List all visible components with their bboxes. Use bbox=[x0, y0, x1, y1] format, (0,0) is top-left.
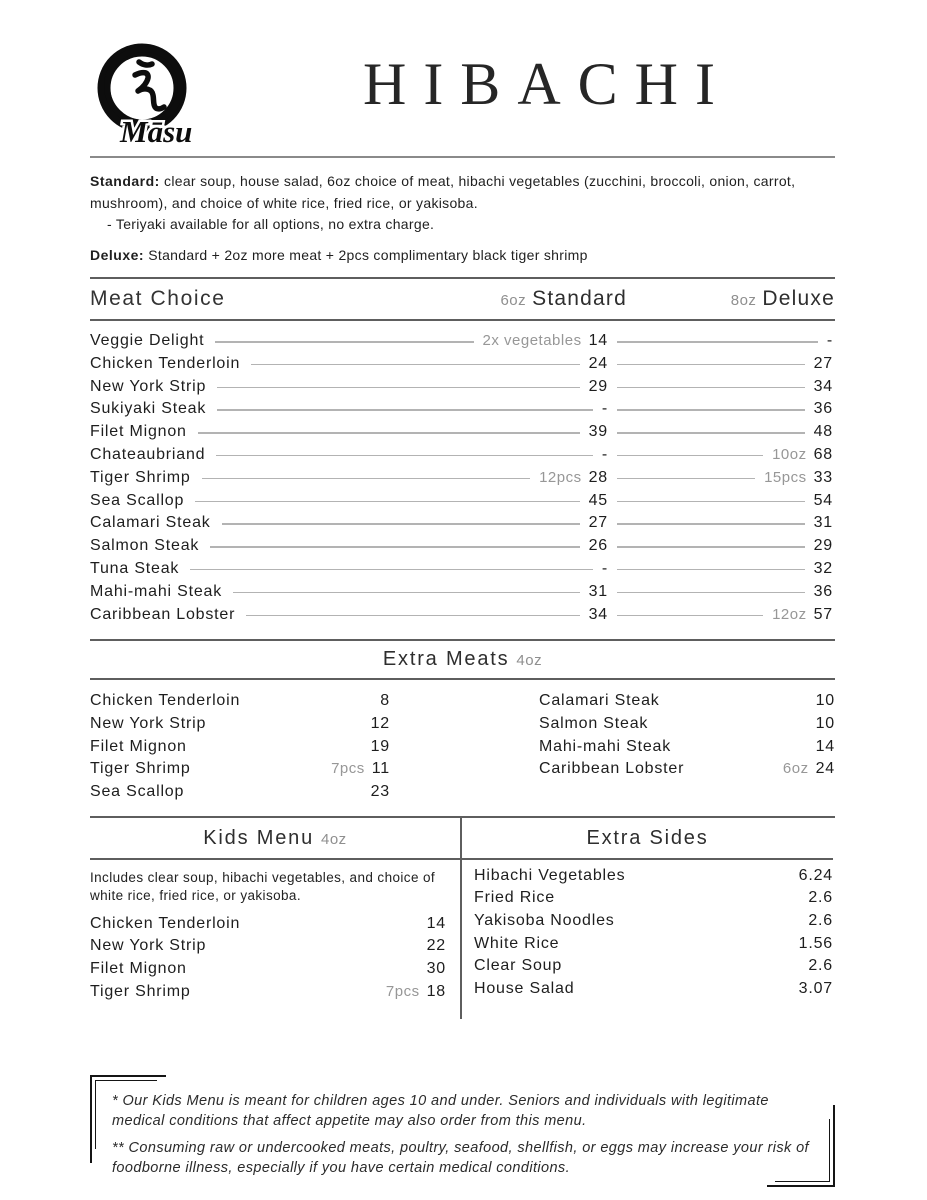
price-value: 3.07 bbox=[798, 979, 833, 997]
standard-price bbox=[580, 581, 617, 604]
item-name: Hibachi Vegetables bbox=[474, 866, 626, 884]
price-value: 30 bbox=[426, 959, 446, 977]
standard-price bbox=[474, 330, 617, 353]
price bbox=[427, 935, 446, 958]
menu-row bbox=[90, 490, 835, 513]
list-item bbox=[474, 887, 833, 910]
list-item bbox=[474, 910, 833, 933]
price-value: 45 bbox=[588, 491, 608, 509]
footnote-text bbox=[90, 1071, 812, 1178]
menu-row bbox=[90, 604, 835, 627]
price bbox=[427, 958, 446, 981]
item-name: Filet Mignon bbox=[90, 421, 198, 444]
list-item bbox=[539, 713, 835, 736]
extra-sides-header bbox=[462, 818, 833, 860]
leader-line bbox=[90, 432, 833, 434]
item-name: Filet Mignon bbox=[90, 959, 187, 977]
kids-menu-footnote: * Our Kids Menu is meant for children ages 10 and under. Seniors and individuals with legitimate medical conditions that affect appetite may also order from this menu. bbox=[112, 1093, 769, 1129]
price bbox=[816, 690, 835, 713]
portion-note: 6oz bbox=[782, 760, 809, 778]
kids-menu-note: Includes clear soup, hibachi vegetables, and choice of white rice, fried rice, or yakisoba. bbox=[90, 869, 436, 904]
list-item bbox=[474, 933, 833, 956]
standard-text: clear soup, house salad, 6oz choice of meat, hibachi vegetables (zucchini, broccoli, onion, carrot, mushroom), and choice of white rice, fried rice, or yakisoba. bbox=[90, 173, 796, 211]
standard-column-header bbox=[500, 287, 627, 311]
price-value: 14 bbox=[588, 332, 608, 349]
masu-logo bbox=[90, 36, 216, 154]
item-name: Yakisoba Noodles bbox=[474, 911, 615, 929]
price-value: 34 bbox=[813, 377, 833, 395]
raw-food-warning: ** Consuming raw or undercooked meats, poultry, seafood, shellfish, or eggs may increase your risk of foodborne illness, especially if you have certain medical conditions. bbox=[112, 1140, 809, 1176]
price bbox=[816, 713, 835, 736]
standard-price bbox=[593, 398, 617, 421]
deluxe-price bbox=[805, 558, 835, 581]
item-name: Chicken Tenderloin bbox=[90, 914, 241, 932]
portion-size: 8oz bbox=[730, 292, 757, 309]
leader-line bbox=[90, 569, 833, 571]
deluxe-price bbox=[805, 581, 835, 604]
portion-note: 7pcs bbox=[331, 760, 365, 778]
price-value: 24 bbox=[588, 354, 608, 372]
item-name: Filet Mignon bbox=[90, 737, 187, 755]
price bbox=[427, 913, 446, 936]
menu-row bbox=[90, 581, 835, 604]
item-name: Sea Scallop bbox=[90, 783, 185, 801]
menu-header bbox=[90, 0, 835, 158]
deluxe-price bbox=[818, 330, 835, 353]
price-value: 14 bbox=[426, 914, 446, 932]
list-item bbox=[90, 935, 446, 958]
item-name: Mahi-mahi Steak bbox=[539, 737, 672, 755]
section-title: Extra Meats bbox=[382, 648, 510, 671]
portion-size: 4oz bbox=[321, 830, 347, 848]
price-value: 12 bbox=[370, 715, 390, 733]
item-name: Tuna Steak bbox=[90, 558, 190, 581]
standard-price bbox=[580, 421, 617, 444]
price-value: 28 bbox=[588, 468, 608, 486]
item-name: Chicken Tenderloin bbox=[90, 692, 241, 710]
item-name: Fried Rice bbox=[474, 889, 555, 907]
column-label: Deluxe bbox=[762, 287, 835, 310]
price-value: 31 bbox=[813, 514, 833, 532]
list-item bbox=[90, 781, 390, 804]
price bbox=[371, 736, 390, 759]
price-value: 68 bbox=[813, 445, 833, 463]
item-name: Salmon Steak bbox=[90, 535, 210, 558]
deluxe-price bbox=[763, 444, 835, 467]
deluxe-text: Standard + 2oz more meat + 2pcs complimentary black tiger shrimp bbox=[144, 246, 588, 263]
menu-row bbox=[90, 376, 835, 399]
price-value: 2.6 bbox=[808, 889, 833, 907]
item-name: Calamari Steak bbox=[539, 692, 660, 710]
price-value: 57 bbox=[813, 605, 833, 623]
calligraphy-glyph-icon bbox=[135, 62, 164, 109]
deluxe-description bbox=[90, 245, 835, 267]
standard-price bbox=[593, 444, 617, 467]
item-name: Veggie Delight bbox=[90, 330, 215, 353]
deluxe-price bbox=[805, 535, 835, 558]
price-value: 8 bbox=[380, 692, 390, 710]
list-item bbox=[90, 958, 446, 981]
extra-meats-right-column bbox=[539, 690, 835, 803]
standard-price bbox=[580, 604, 617, 627]
price bbox=[386, 981, 446, 1004]
item-name: Clear Soup bbox=[474, 957, 563, 975]
meat-choice-rows bbox=[90, 321, 835, 639]
price-value: 1.56 bbox=[798, 934, 833, 952]
list-item bbox=[90, 981, 446, 1004]
price-value: 48 bbox=[813, 423, 833, 441]
price bbox=[371, 713, 390, 736]
list-item bbox=[90, 690, 390, 713]
intro bbox=[90, 171, 835, 266]
item-name: Caribbean Lobster bbox=[90, 604, 246, 627]
price-value: 23 bbox=[370, 783, 390, 801]
price bbox=[816, 736, 835, 759]
portion-size: 6oz bbox=[500, 292, 527, 309]
price-value: 27 bbox=[588, 514, 608, 532]
price-value: 2.6 bbox=[808, 911, 833, 929]
extra-meats-left-column bbox=[90, 690, 390, 803]
brand-text: Māsu bbox=[120, 114, 193, 149]
menu-row bbox=[90, 512, 835, 535]
price-value: 34 bbox=[588, 605, 608, 623]
item-name: Chicken Tenderloin bbox=[90, 353, 251, 376]
price-value: 27 bbox=[813, 354, 833, 372]
item-name: New York Strip bbox=[90, 937, 207, 955]
deluxe-label: Deluxe: bbox=[90, 246, 145, 263]
price-value: 31 bbox=[588, 582, 608, 600]
deluxe-column-header bbox=[731, 287, 835, 311]
footnotes bbox=[90, 1071, 835, 1191]
teriyaki-note: - Teriyaki available for all options, no extra charge. bbox=[107, 216, 435, 232]
standard-price bbox=[593, 558, 617, 581]
price-value: 29 bbox=[813, 537, 833, 555]
price-value: 14 bbox=[815, 737, 835, 755]
section-title: Meat Choice bbox=[90, 287, 226, 310]
item-name: Caribbean Lobster bbox=[539, 760, 685, 778]
list-item bbox=[474, 955, 833, 978]
price-value: 10 bbox=[815, 715, 835, 733]
price-value: 32 bbox=[813, 559, 833, 577]
standard-price bbox=[580, 353, 617, 376]
price bbox=[331, 758, 390, 781]
list-item bbox=[474, 865, 833, 888]
item-name: New York Strip bbox=[90, 715, 207, 733]
price-value: 26 bbox=[588, 537, 608, 555]
portion-note: 10oz bbox=[772, 445, 807, 463]
item-name: Tiger Shrimp bbox=[90, 467, 202, 490]
price-value: 6.24 bbox=[798, 866, 833, 884]
price-value: - bbox=[601, 559, 608, 577]
list-item bbox=[474, 978, 833, 1001]
price-value: 36 bbox=[813, 400, 833, 418]
price bbox=[371, 781, 390, 804]
menu-row bbox=[90, 353, 835, 376]
extra-meats-section bbox=[90, 639, 835, 815]
section-title: Extra Sides bbox=[586, 826, 709, 849]
portion-note: 12pcs bbox=[539, 468, 582, 486]
corner-bracket-top-left-icon bbox=[95, 1080, 157, 1149]
list-item bbox=[539, 736, 835, 759]
standard-price bbox=[580, 535, 617, 558]
meat-choice-section bbox=[90, 277, 835, 639]
item-name: Calamari Steak bbox=[90, 512, 222, 535]
extra-meats-header bbox=[90, 639, 835, 680]
item-name: Tiger Shrimp bbox=[90, 760, 191, 778]
price-value: - bbox=[826, 332, 833, 349]
meat-choice-header bbox=[90, 277, 835, 321]
standard-price bbox=[580, 490, 617, 513]
list-item bbox=[90, 713, 390, 736]
price-value: 36 bbox=[813, 582, 833, 600]
standard-price bbox=[530, 467, 617, 490]
item-name: Salmon Steak bbox=[539, 715, 649, 733]
deluxe-price bbox=[763, 604, 835, 627]
item-name: Chateaubriand bbox=[90, 444, 216, 467]
kids-and-sides-section bbox=[90, 816, 835, 1019]
standard-price bbox=[580, 512, 617, 535]
list-item bbox=[90, 913, 446, 936]
standard-label: Standard: bbox=[90, 173, 160, 189]
deluxe-price bbox=[805, 398, 835, 421]
extra-sides-section bbox=[462, 818, 833, 1019]
menu-row bbox=[90, 558, 835, 581]
menu-row bbox=[90, 444, 835, 467]
price bbox=[380, 690, 390, 713]
item-name: Sukiyaki Steak bbox=[90, 398, 217, 421]
kids-menu-header bbox=[90, 818, 460, 860]
leader-line bbox=[90, 501, 833, 503]
price-value: 18 bbox=[426, 982, 446, 1000]
kids-menu-body bbox=[90, 860, 460, 1019]
deluxe-price bbox=[755, 467, 835, 490]
kids-menu-section bbox=[90, 818, 462, 1019]
list-item bbox=[90, 758, 390, 781]
item-name: House Salad bbox=[474, 979, 575, 997]
deluxe-price bbox=[805, 512, 835, 535]
standard-description bbox=[90, 171, 835, 214]
menu-row bbox=[90, 398, 835, 421]
menu-row bbox=[90, 535, 835, 558]
price-value: 2.6 bbox=[808, 957, 833, 975]
list-item bbox=[539, 758, 835, 781]
portion-size: 4oz bbox=[516, 652, 543, 670]
item-name: Mahi-mahi Steak bbox=[90, 581, 233, 604]
page-title: HIBACHI bbox=[363, 51, 732, 117]
price-value: 39 bbox=[588, 423, 608, 441]
list-item bbox=[90, 736, 390, 759]
extra-meats-list bbox=[90, 680, 835, 815]
price-value: 24 bbox=[815, 760, 835, 778]
menu-row bbox=[90, 421, 835, 444]
portion-note: 7pcs bbox=[385, 982, 420, 1000]
price-value: 22 bbox=[426, 937, 446, 955]
item-name: New York Strip bbox=[90, 376, 217, 399]
price-value: 29 bbox=[588, 377, 608, 395]
price-value: 11 bbox=[371, 760, 390, 778]
item-name: Sea Scallop bbox=[90, 490, 195, 513]
price-value: 33 bbox=[813, 468, 833, 486]
price-value: 54 bbox=[813, 491, 833, 509]
column-label: Standard bbox=[532, 287, 627, 310]
price bbox=[783, 758, 835, 781]
deluxe-price bbox=[805, 353, 835, 376]
standard-price bbox=[580, 376, 617, 399]
portion-note: 15pcs bbox=[764, 468, 807, 486]
menu-row bbox=[90, 467, 835, 490]
item-name: White Rice bbox=[474, 934, 560, 952]
deluxe-price bbox=[805, 376, 835, 399]
price-value: - bbox=[601, 400, 608, 418]
deluxe-price bbox=[805, 490, 835, 513]
price-value: - bbox=[601, 445, 608, 463]
section-title: Kids Menu bbox=[203, 826, 314, 849]
corner-bracket-bottom-right-icon bbox=[775, 1119, 830, 1182]
price-value: 19 bbox=[370, 737, 390, 755]
portion-note: 12oz bbox=[772, 605, 807, 623]
price-value: 10 bbox=[815, 692, 835, 710]
deluxe-price bbox=[805, 421, 835, 444]
portion-note: 2x vegetables bbox=[482, 332, 582, 349]
list-item bbox=[539, 690, 835, 713]
menu-row bbox=[90, 330, 835, 353]
item-name: Tiger Shrimp bbox=[90, 982, 191, 1000]
extra-sides-body bbox=[462, 860, 833, 1017]
menu-page bbox=[90, 0, 835, 1191]
